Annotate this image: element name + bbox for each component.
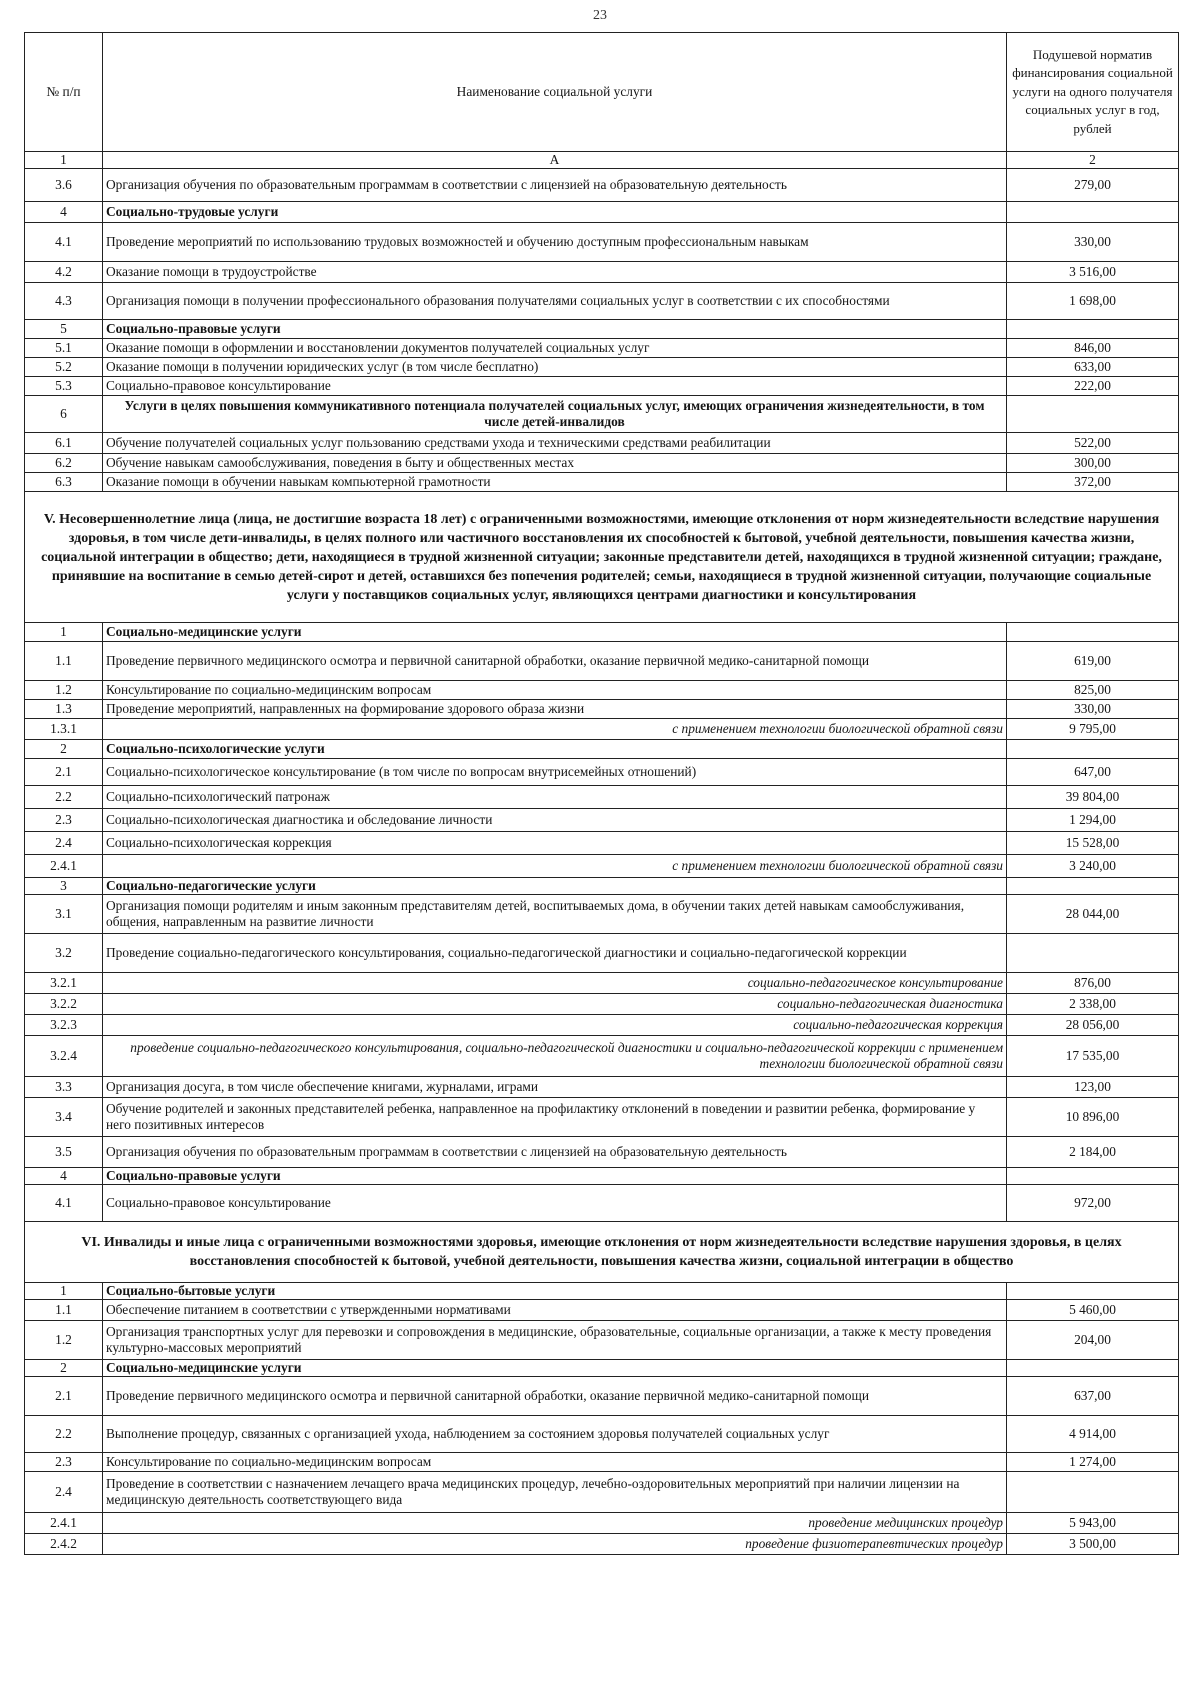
section-header-row xyxy=(25,1222,1179,1283)
normative-value: 279,00 xyxy=(1007,169,1179,202)
service-row xyxy=(25,1098,1179,1137)
service-row xyxy=(25,339,1179,358)
normative-value: 647,00 xyxy=(1007,759,1179,786)
service-row xyxy=(25,832,1179,855)
service-row xyxy=(25,1377,1179,1416)
normative-value: 4 914,00 xyxy=(1007,1416,1179,1453)
service-number: 2.4 xyxy=(25,1472,103,1513)
service-row xyxy=(25,1077,1179,1098)
service-row xyxy=(25,1416,1179,1453)
sub-service-row xyxy=(25,1513,1179,1534)
service-number: 2.4.1 xyxy=(25,1513,103,1534)
category-row xyxy=(25,740,1179,759)
service-number: 4.1 xyxy=(25,223,103,262)
category-row xyxy=(25,623,1179,642)
service-name: Организация обучения по образовательным программам в соответствии с лицензией на образовательную деятельность xyxy=(103,169,1007,202)
service-number: 3.6 xyxy=(25,169,103,202)
normative-value: 330,00 xyxy=(1007,223,1179,262)
service-name: Организация транспортных услуг для перевозки и сопровождения в медицинские, образовательные, социальные организации, а также к месту проведения культурно-массовых мероприятий xyxy=(103,1321,1007,1360)
service-number: 1.1 xyxy=(25,1300,103,1321)
normative-value: 15 528,00 xyxy=(1007,832,1179,855)
service-row xyxy=(25,700,1179,719)
service-row xyxy=(25,1453,1179,1472)
service-name: Проведение мероприятий, направленных на формирование здорового образа жизни xyxy=(103,700,1007,719)
header-number: № п/п xyxy=(25,33,103,152)
category-row xyxy=(25,878,1179,895)
normative-value xyxy=(1007,1472,1179,1513)
service-name: Социально-психологическое консультирование (в том числе по вопросам внутрисемейных отношений) xyxy=(103,759,1007,786)
service-name: проведение физиотерапевтических процедур xyxy=(103,1534,1007,1555)
service-name: Консультирование по социально-медицинским вопросам xyxy=(103,681,1007,700)
service-row xyxy=(25,809,1179,832)
service-number: 2.1 xyxy=(25,1377,103,1416)
normative-value xyxy=(1007,1168,1179,1185)
sub-service-row xyxy=(25,855,1179,878)
category-row xyxy=(25,1168,1179,1185)
normative-value: 619,00 xyxy=(1007,642,1179,681)
service-name: Социально-правовые услуги xyxy=(103,320,1007,339)
normative-value: 876,00 xyxy=(1007,973,1179,994)
service-name: Проведение в соответствии с назначением лечащего врача медицинских процедур, лечебно-оздоровительных мероприятий при наличии лицензии на медицинскую деятельность соответствующего вида xyxy=(103,1472,1007,1513)
service-number: 6.2 xyxy=(25,454,103,473)
service-name: Обеспечение питанием в соответствии с утвержденными нормативами xyxy=(103,1300,1007,1321)
normative-value xyxy=(1007,623,1179,642)
service-row xyxy=(25,1472,1179,1513)
service-number: 2.4.2 xyxy=(25,1534,103,1555)
header-normative: Подушевой норматив финансирования социальной услуги на одного получателя социальных услуг в год, рублей xyxy=(1007,33,1179,152)
service-number: 4.3 xyxy=(25,283,103,320)
service-name: социально-педагогическая диагностика xyxy=(103,994,1007,1015)
normative-value: 3 516,00 xyxy=(1007,262,1179,283)
service-name: Консультирование по социально-медицинским вопросам xyxy=(103,1453,1007,1472)
normative-value xyxy=(1007,878,1179,895)
normative-value xyxy=(1007,740,1179,759)
service-number: 2.4.1 xyxy=(25,855,103,878)
service-name: Организация помощи в получении профессионального образования получателями социальных услуг в соответствии с их способностями xyxy=(103,283,1007,320)
header-service-name: Наименование социальной услуги xyxy=(103,33,1007,152)
service-number: 3.2.3 xyxy=(25,1015,103,1036)
service-number: 3.5 xyxy=(25,1137,103,1168)
service-number: 2.2 xyxy=(25,786,103,809)
service-name: Обучение получателей социальных услуг пользованию средствами ухода и техническими средствами реабилитации xyxy=(103,433,1007,454)
table-header-row xyxy=(25,33,1179,152)
normative-value: 5 460,00 xyxy=(1007,1300,1179,1321)
service-number: 5.2 xyxy=(25,358,103,377)
service-row xyxy=(25,681,1179,700)
normative-value: 1 294,00 xyxy=(1007,809,1179,832)
service-name: с применением технологии биологической обратной связи xyxy=(103,719,1007,740)
service-number: 2.1 xyxy=(25,759,103,786)
service-name: Оказание помощи в трудоустройстве xyxy=(103,262,1007,283)
normative-value: 10 896,00 xyxy=(1007,1098,1179,1137)
category-row xyxy=(25,1283,1179,1300)
normative-value: 9 795,00 xyxy=(1007,719,1179,740)
normative-value: 846,00 xyxy=(1007,339,1179,358)
normative-value xyxy=(1007,934,1179,973)
service-number: 3 xyxy=(25,878,103,895)
service-name: Социально-медицинские услуги xyxy=(103,623,1007,642)
service-row xyxy=(25,1321,1179,1360)
normative-value xyxy=(1007,320,1179,339)
service-number: 3.3 xyxy=(25,1077,103,1098)
service-number: 3.1 xyxy=(25,895,103,934)
service-number: 2 xyxy=(25,740,103,759)
service-number: 1 xyxy=(25,1283,103,1300)
service-number: 4 xyxy=(25,202,103,223)
sub-service-row xyxy=(25,1036,1179,1077)
service-row xyxy=(25,1300,1179,1321)
section-header-row xyxy=(25,492,1179,623)
sub-service-row xyxy=(25,1015,1179,1036)
service-number: 5 xyxy=(25,320,103,339)
service-row xyxy=(25,169,1179,202)
service-name: Социально-правовое консультирование xyxy=(103,377,1007,396)
section-title: VI. Инвалиды и иные лица с ограниченными возможностями здоровья, имеющие отклонения от норм жизнедеятельности вследствие нарушения здоровья, в целях восстановления способностей к бытовой, учебной деятельности, повышения качества жизни, социальной интеграции в общество xyxy=(25,1222,1179,1283)
service-number: 5.3 xyxy=(25,377,103,396)
service-name: Организация помощи родителям и иным законным представителям детей, воспитываемых дома, в обучении таких детей навыкам самообслуживания, общения, направленным на развитие личности xyxy=(103,895,1007,934)
service-name: Обучение навыкам самообслуживания, поведения в быту и общественных местах xyxy=(103,454,1007,473)
service-row xyxy=(25,1137,1179,1168)
service-number: 1.2 xyxy=(25,1321,103,1360)
service-name: Социально-трудовые услуги xyxy=(103,202,1007,223)
service-row xyxy=(25,283,1179,320)
service-name: Услуги в целях повышения коммуникативного потенциала получателей социальных услуг, имеющих ограничения жизнедеятельности, в том числе детей-инвалидов xyxy=(103,396,1007,433)
service-row xyxy=(25,642,1179,681)
service-number: 3.2.4 xyxy=(25,1036,103,1077)
service-number: 6 xyxy=(25,396,103,433)
normative-value: 1 274,00 xyxy=(1007,1453,1179,1472)
normative-value: 123,00 xyxy=(1007,1077,1179,1098)
section-title: V. Несовершеннолетние лица (лица, не достигшие возраста 18 лет) с ограниченными возможностями, имеющие отклонения от норм жизнедеятельности вследствие нарушения здоровья, в том числе дети-инвалиды, в целях полного или частичного восстановления их способностей к бытовой, учебной деятельности, повышения качества жизни, социальной интеграции в общество; дети, находящиеся в трудной жизненной ситуации; законные представители детей, находящихся в трудной жизненной ситуации; граждане, принявшие на воспитание в семью детей-сирот и детей, оставшихся без попечения родителей; семьи, находящиеся в трудной жизненной ситуации, получающие социальные услуги у поставщиков социальных услуг, являющихся центрами диагностики и консультирования xyxy=(25,492,1179,623)
service-name: Выполнение процедур, связанных с организацией ухода, наблюдением за состоянием здоровья получателей социальных услуг xyxy=(103,1416,1007,1453)
sub-service-row xyxy=(25,1534,1179,1555)
service-number: 4 xyxy=(25,1168,103,1185)
service-name: Проведение социально-педагогического консультирования, социально-педагогической диагностики и социально-педагогической коррекции xyxy=(103,934,1007,973)
normative-value: 204,00 xyxy=(1007,1321,1179,1360)
service-row xyxy=(25,433,1179,454)
service-name: социально-педагогическая коррекция xyxy=(103,1015,1007,1036)
normative-value: 522,00 xyxy=(1007,433,1179,454)
service-number: 2.4 xyxy=(25,832,103,855)
normative-value: 3 240,00 xyxy=(1007,855,1179,878)
service-row xyxy=(25,759,1179,786)
index-name: А xyxy=(103,152,1007,169)
service-number: 1.3.1 xyxy=(25,719,103,740)
sub-service-row xyxy=(25,973,1179,994)
normative-value: 3 500,00 xyxy=(1007,1534,1179,1555)
service-number: 3.2.2 xyxy=(25,994,103,1015)
service-row xyxy=(25,473,1179,492)
service-name: Оказание помощи в получении юридических услуг (в том числе бесплатно) xyxy=(103,358,1007,377)
normative-value: 28 056,00 xyxy=(1007,1015,1179,1036)
service-number: 4.1 xyxy=(25,1185,103,1222)
service-number: 6.3 xyxy=(25,473,103,492)
category-row xyxy=(25,202,1179,223)
service-row xyxy=(25,895,1179,934)
column-index-row xyxy=(25,152,1179,169)
services-table xyxy=(24,32,1179,1555)
service-name: Проведение первичного медицинского осмотра и первичной санитарной обработки, оказание первичной медико-санитарной помощи xyxy=(103,642,1007,681)
normative-value xyxy=(1007,1283,1179,1300)
service-row xyxy=(25,377,1179,396)
normative-value xyxy=(1007,202,1179,223)
sub-service-row xyxy=(25,719,1179,740)
service-name: социально-педагогическое консультирование xyxy=(103,973,1007,994)
service-row xyxy=(25,262,1179,283)
service-name: Оказание помощи в оформлении и восстановлении документов получателей социальных услуг xyxy=(103,339,1007,358)
service-name: Организация досуга, в том числе обеспечение книгами, журналами, играми xyxy=(103,1077,1007,1098)
service-name: с применением технологии биологической обратной связи xyxy=(103,855,1007,878)
normative-value xyxy=(1007,1360,1179,1377)
normative-value: 633,00 xyxy=(1007,358,1179,377)
normative-value: 372,00 xyxy=(1007,473,1179,492)
service-number: 2.2 xyxy=(25,1416,103,1453)
service-name: Социально-психологические услуги xyxy=(103,740,1007,759)
service-name: Социально-психологическая коррекция xyxy=(103,832,1007,855)
service-number: 1.3 xyxy=(25,700,103,719)
service-name: Социально-педагогические услуги xyxy=(103,878,1007,895)
service-row xyxy=(25,454,1179,473)
normative-value xyxy=(1007,396,1179,433)
service-name: Оказание помощи в обучении навыкам компьютерной грамотности xyxy=(103,473,1007,492)
category-row xyxy=(25,396,1179,433)
service-name: Социально-правовое консультирование xyxy=(103,1185,1007,1222)
service-row xyxy=(25,786,1179,809)
normative-value: 17 535,00 xyxy=(1007,1036,1179,1077)
service-row xyxy=(25,1185,1179,1222)
normative-value: 330,00 xyxy=(1007,700,1179,719)
service-name: Проведение мероприятий по использованию трудовых возможностей и обучению доступным профессиональным навыкам xyxy=(103,223,1007,262)
service-name: Проведение первичного медицинского осмотра и первичной санитарной обработки, оказание первичной медико-санитарной помощи xyxy=(103,1377,1007,1416)
service-number: 3.2.1 xyxy=(25,973,103,994)
normative-value: 28 044,00 xyxy=(1007,895,1179,934)
index-value: 2 xyxy=(1007,152,1179,169)
normative-value: 2 338,00 xyxy=(1007,994,1179,1015)
service-number: 1.2 xyxy=(25,681,103,700)
normative-value: 972,00 xyxy=(1007,1185,1179,1222)
normative-value: 825,00 xyxy=(1007,681,1179,700)
category-row xyxy=(25,1360,1179,1377)
normative-value: 1 698,00 xyxy=(1007,283,1179,320)
service-name: Организация обучения по образовательным программам в соответствии с лицензией на образовательную деятельность xyxy=(103,1137,1007,1168)
service-row xyxy=(25,223,1179,262)
normative-value: 39 804,00 xyxy=(1007,786,1179,809)
category-row xyxy=(25,320,1179,339)
service-number: 2.3 xyxy=(25,1453,103,1472)
service-row xyxy=(25,934,1179,973)
service-number: 1 xyxy=(25,623,103,642)
service-name: Социально-психологическая диагностика и обследование личности xyxy=(103,809,1007,832)
normative-value: 5 943,00 xyxy=(1007,1513,1179,1534)
service-number: 2 xyxy=(25,1360,103,1377)
service-name: Социально-психологический патронаж xyxy=(103,786,1007,809)
service-name: Социально-правовые услуги xyxy=(103,1168,1007,1185)
service-name: Социально-медицинские услуги xyxy=(103,1360,1007,1377)
service-number: 2.3 xyxy=(25,809,103,832)
service-name: проведение медицинских процедур xyxy=(103,1513,1007,1534)
service-number: 1.1 xyxy=(25,642,103,681)
service-name: Социально-бытовые услуги xyxy=(103,1283,1007,1300)
service-number: 4.2 xyxy=(25,262,103,283)
page-number: 23 xyxy=(593,8,607,23)
normative-value: 2 184,00 xyxy=(1007,1137,1179,1168)
service-number: 6.1 xyxy=(25,433,103,454)
service-name: проведение социально-педагогического консультирования, социально-педагогической диагностики и социально-педагогической коррекции с применением технологии биологической обратной связи xyxy=(103,1036,1007,1077)
service-number: 3.2 xyxy=(25,934,103,973)
service-row xyxy=(25,358,1179,377)
normative-value: 637,00 xyxy=(1007,1377,1179,1416)
normative-value: 222,00 xyxy=(1007,377,1179,396)
service-number: 5.1 xyxy=(25,339,103,358)
normative-value: 300,00 xyxy=(1007,454,1179,473)
index-number: 1 xyxy=(25,152,103,169)
sub-service-row xyxy=(25,994,1179,1015)
service-number: 3.4 xyxy=(25,1098,103,1137)
service-name: Обучение родителей и законных представителей ребенка, направленное на профилактику отклонений в поведении и развитии ребенка, формирование у него позитивных интересов xyxy=(103,1098,1007,1137)
